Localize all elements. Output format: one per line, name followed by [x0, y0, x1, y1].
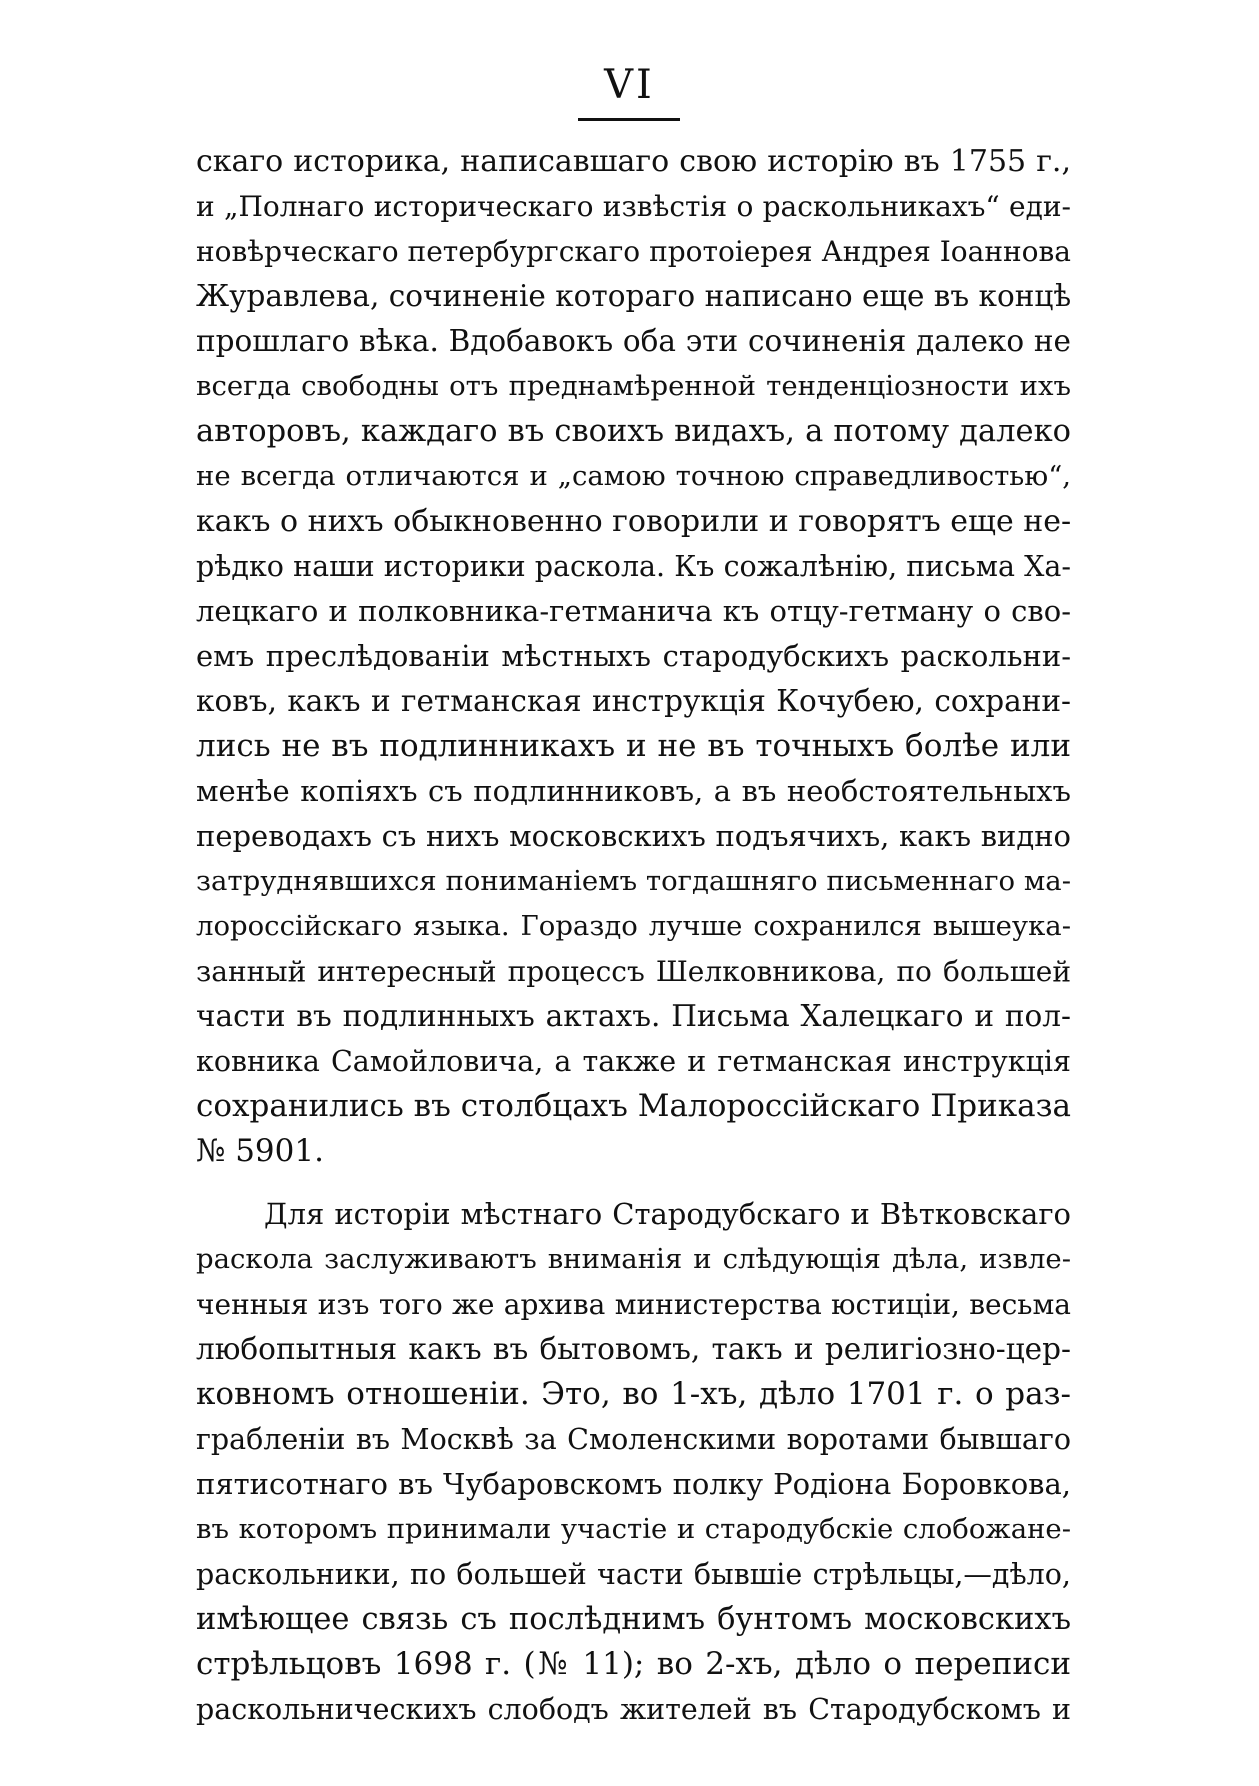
- text-line: менѣе копіяхъ съ подлинниковъ, а въ необстоятельныхъ: [196, 774, 1071, 808]
- text-line: въ которомъ принимали участіе и стародубскіе слобожане-: [196, 1513, 1071, 1545]
- text-line: любопытныя какъ въ бытовомъ, такъ и религіозно-цер-: [196, 1332, 1071, 1366]
- text-line: лецкаго и полковника-гетманича къ отцу-гетману о сво-: [196, 594, 1071, 628]
- page-number-rule: [578, 118, 680, 121]
- text-line: лороссійскаго языка. Гораздо лучше сохранился вышеука-: [196, 910, 1071, 942]
- paragraph-1: [196, 139, 1071, 1174]
- text-line: занный интересный процессъ Шелковникова, по большей: [196, 955, 1071, 988]
- text-line: не всегда отличаются и „самою точною справедливостью“,: [196, 460, 1071, 492]
- text-line: переводахъ съ нихъ московскихъ подъячихъ, какъ видно: [196, 819, 1071, 853]
- body-text: [196, 139, 1071, 1732]
- text-line: ковномъ отношеніи. Это, во 1-хъ, дѣло 1701 г. о раз-: [196, 1376, 1071, 1412]
- text-line: стрѣльцовъ 1698 г. (№ 11); во 2-хъ, дѣло о переписи: [196, 1646, 1071, 1682]
- paragraph-gap: [196, 1174, 1071, 1192]
- text-line: всегда свободны отъ преднамѣренной тенденціозности ихъ: [196, 370, 1071, 402]
- text-line: скаго историка, написавшаго свою исторію въ 1755 г.,: [196, 144, 1071, 179]
- text-line: раскольническихъ слободъ жителей въ Стародубскомъ и: [196, 1693, 1071, 1726]
- text-line: сохранились въ столбцахъ Малороссійскаго Приказа: [196, 1088, 1071, 1124]
- text-line: и „Полнаго историческаго извѣстія о раскольникахъ“ еди-: [196, 190, 1071, 223]
- text-line: грабленіи въ Москвѣ за Смоленскими воротами бывшаго: [196, 1423, 1071, 1456]
- text-line: лись не въ подлинникахъ и не въ точныхъ болѣе или: [196, 728, 1071, 764]
- text-line: какъ о нихъ обыкновенно говорили и говорятъ еще не-: [196, 504, 1071, 539]
- text-line: затруднявшихся пониманіемъ тогдашняго письменнаго ма-: [196, 865, 1071, 897]
- text-line: новѣрческаго петербургскаго протоіерея Андрея Іоаннова: [196, 235, 1071, 268]
- text-line: части въ подлинныхъ актахъ. Письма Халецкаго и пол-: [196, 999, 1071, 1033]
- text-line: имѣющее связь съ послѣднимъ бунтомъ московскихъ: [196, 1602, 1071, 1637]
- text-line: № 5901.: [196, 1133, 324, 1169]
- text-line: раскольники, по большей части бывшіе стрѣльцы,—дѣло,: [196, 1558, 1071, 1591]
- text-line: пятисотнаго въ Чубаровскомъ полку Родіона Боровкова,: [196, 1467, 1071, 1501]
- text-line: раскола заслуживаютъ вниманія и слѣдующія дѣла, извле-: [196, 1243, 1071, 1275]
- text-line: рѣдко наши историки раскола. Къ сожалѣнію, письма Ха-: [196, 550, 1071, 583]
- text-line: емъ преслѣдованіи мѣстныхъ стародубскихъ раскольни-: [196, 639, 1071, 673]
- text-line: ковника Самойловича, а также и гетманская инструкція: [196, 1045, 1071, 1078]
- page-number: VI: [604, 62, 655, 108]
- text-line: ченныя изъ того же архива министерства юстиціи, весьма: [196, 1288, 1071, 1321]
- text-line: прошлаго вѣка. Вдобавокъ оба эти сочиненія далеко не: [196, 324, 1071, 358]
- text-line: Журавлева, сочиненіе котораго написано еще въ концѣ: [196, 279, 1071, 313]
- text-line: Для исторіи мѣстнаго Стародубскаго и Вѣтковскаго: [264, 1197, 1071, 1231]
- text-line: авторовъ, каждаго въ своихъ видахъ, а потому далеко: [196, 414, 1071, 449]
- paragraph-2: [196, 1192, 1071, 1732]
- text-line: ковъ, какъ и гетманская инструкція Кочубею, сохрани-: [196, 684, 1071, 718]
